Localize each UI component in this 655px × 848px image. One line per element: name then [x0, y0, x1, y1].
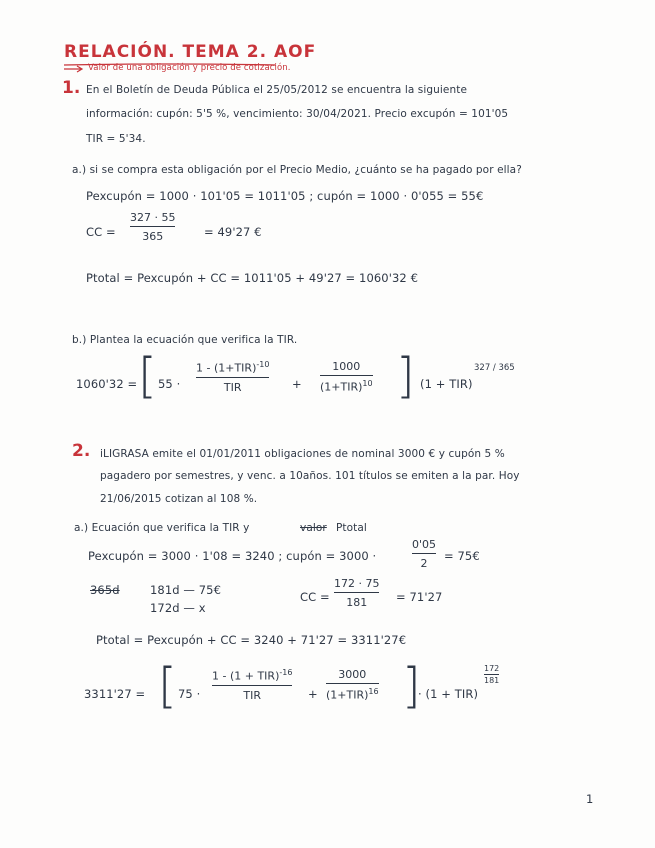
- ex1-b-coef: 55 ·: [158, 377, 181, 391]
- ex1-cc-fraction: [130, 211, 175, 243]
- ex2-eq-f2-denominator: (1+TIR): [326, 688, 369, 702]
- ex2-eq-tail-exp-denominator: 181: [484, 676, 500, 685]
- ex2-question-a-end: Ptotal: [336, 522, 367, 534]
- ex1-question-a: a.) si se compra esta obligación por el Precio Medio, ¿cuánto se ha pagado por ella?: [72, 164, 522, 176]
- ex2-rule-struck: 365d: [90, 583, 120, 597]
- ex1-question-b: b.) Plantea la ecuación que verifica la TIR.: [72, 334, 298, 346]
- exercise-1-number: 1.: [62, 78, 81, 98]
- ex2-coupon-denominator: 2: [420, 557, 428, 570]
- ex1-text-line-2: información: cupón: 5'5 %, vencimiento: 30/04/2021. Precio excupón = 101'05: [86, 108, 509, 120]
- ex1-b-fraction-2: [320, 360, 373, 394]
- ex2-eq-coef: 75 ·: [178, 687, 201, 701]
- ex1-b-plus: +: [292, 377, 302, 391]
- ex2-cc-fraction: [334, 577, 379, 609]
- ex2-cc-numerator: 172 · 75: [334, 577, 380, 590]
- ex1-b-f1-denominator: TIR: [223, 380, 242, 394]
- ex2-ptotal-line: Ptotal = Pexcupón + CC = 3240 + 71'27 = 3311'27€: [96, 633, 407, 647]
- exercise-2-number: 2.: [72, 441, 91, 461]
- ex1-cc-label: CC =: [86, 225, 116, 239]
- subtitle: Valor de una obligación y precio de cotización.: [88, 63, 291, 73]
- ex1-cc-denominator: 365: [142, 230, 164, 243]
- ex2-coupon-result: = 75€: [444, 549, 480, 563]
- ex1-b-f2-numerator: 1000: [332, 360, 361, 373]
- ex2-rule-line-2: 172d — x: [150, 601, 206, 615]
- open-bracket-icon: [: [138, 348, 157, 404]
- ex1-a-price-line: Pexcupón = 1000 · 101'05 = 1011'05 ; cupón = 1000 · 0'055 = 55€: [86, 189, 484, 203]
- ex2-eq-f2-numerator: 3000: [338, 668, 367, 681]
- ex2-eq-f1-exponent: -16: [279, 668, 293, 677]
- ex2-eq-f1-denominator: TIR: [243, 688, 262, 702]
- ex1-text-line-3: TIR = 5'34.: [86, 133, 146, 145]
- ex2-a-price-line: Pexcupón = 3000 · 1'08 = 3240 ; cupón = 3000 ·: [88, 549, 377, 563]
- ex2-coupon-numerator: 0'05: [412, 538, 437, 551]
- ex1-b-f1-numerator: 1 - (1+TIR): [196, 361, 257, 375]
- ex2-eq-tail: · (1 + TIR): [418, 687, 479, 701]
- ex1-b-tail: (1 + TIR): [420, 377, 473, 391]
- ex2-eq-fraction-2: [326, 668, 379, 702]
- ex2-rule-line-1: 181d — 75€: [150, 583, 222, 597]
- ex2-eq-f1-numerator: 1 - (1 + TIR): [212, 669, 280, 683]
- arrow-icon: [64, 65, 86, 73]
- open-bracket-icon: [: [158, 658, 177, 714]
- ex2-text-line-2: pagadero por semestres, y venc. a 10años. 101 títulos se emiten a la par. Hoy: [100, 470, 520, 482]
- ex1-b-f2-exponent: 10: [362, 379, 373, 388]
- ex1-b-f1-exponent: -10: [256, 360, 270, 369]
- ex2-eq-lhs: 3311'27 =: [84, 687, 146, 701]
- ex1-text-line-1: En el Boletín de Deuda Pública el 25/05/2012 se encuentra la siguiente: [86, 84, 468, 96]
- ex2-eq-tail-exp-numerator: 172: [484, 664, 500, 673]
- ex1-b-lhs: 1060'32 =: [76, 377, 138, 391]
- ex2-question-a-start: a.) Ecuación que verifica la TIR y: [74, 522, 250, 534]
- close-bracket-icon: ]: [396, 348, 415, 404]
- ex2-text-line-3: 21/06/2015 cotizan al 108 %.: [100, 493, 258, 505]
- ex2-text-line-1: iLIGRASA emite el 01/01/2011 obligaciones de nominal 3000 € y cupón 5 %: [100, 448, 505, 460]
- ex2-eq-f2-exponent: 16: [368, 687, 379, 696]
- ex2-cc-denominator: 181: [346, 596, 368, 609]
- close-bracket-icon: ]: [402, 658, 421, 714]
- ex1-ptotal-line: Ptotal = Pexcupón + CC = 1011'05 + 49'27 = 1060'32 €: [86, 271, 418, 285]
- ex1-cc-numerator: 327 · 55: [130, 211, 176, 224]
- ex2-eq-plus: +: [308, 687, 318, 701]
- ex1-cc-result: = 49'27 €: [204, 225, 262, 239]
- page-number: 1: [586, 792, 594, 806]
- page-title: RELACIÓN. TEMA 2. AOF: [64, 42, 317, 62]
- ex1-b-tail-exponent: 327 / 365: [474, 363, 515, 373]
- ex2-cc-label: CC =: [300, 590, 330, 604]
- ex1-b-f2-denominator: (1+TIR): [320, 380, 363, 394]
- ex1-b-fraction-1: [196, 360, 269, 394]
- ex2-eq-fraction-1: [212, 668, 292, 702]
- ex2-eq-tail-exponent: [484, 664, 499, 685]
- ex2-coupon-fraction: [412, 538, 436, 570]
- ex2-cc-result: = 71'27: [396, 590, 443, 604]
- ex2-question-a-struck-word: valor: [300, 522, 327, 534]
